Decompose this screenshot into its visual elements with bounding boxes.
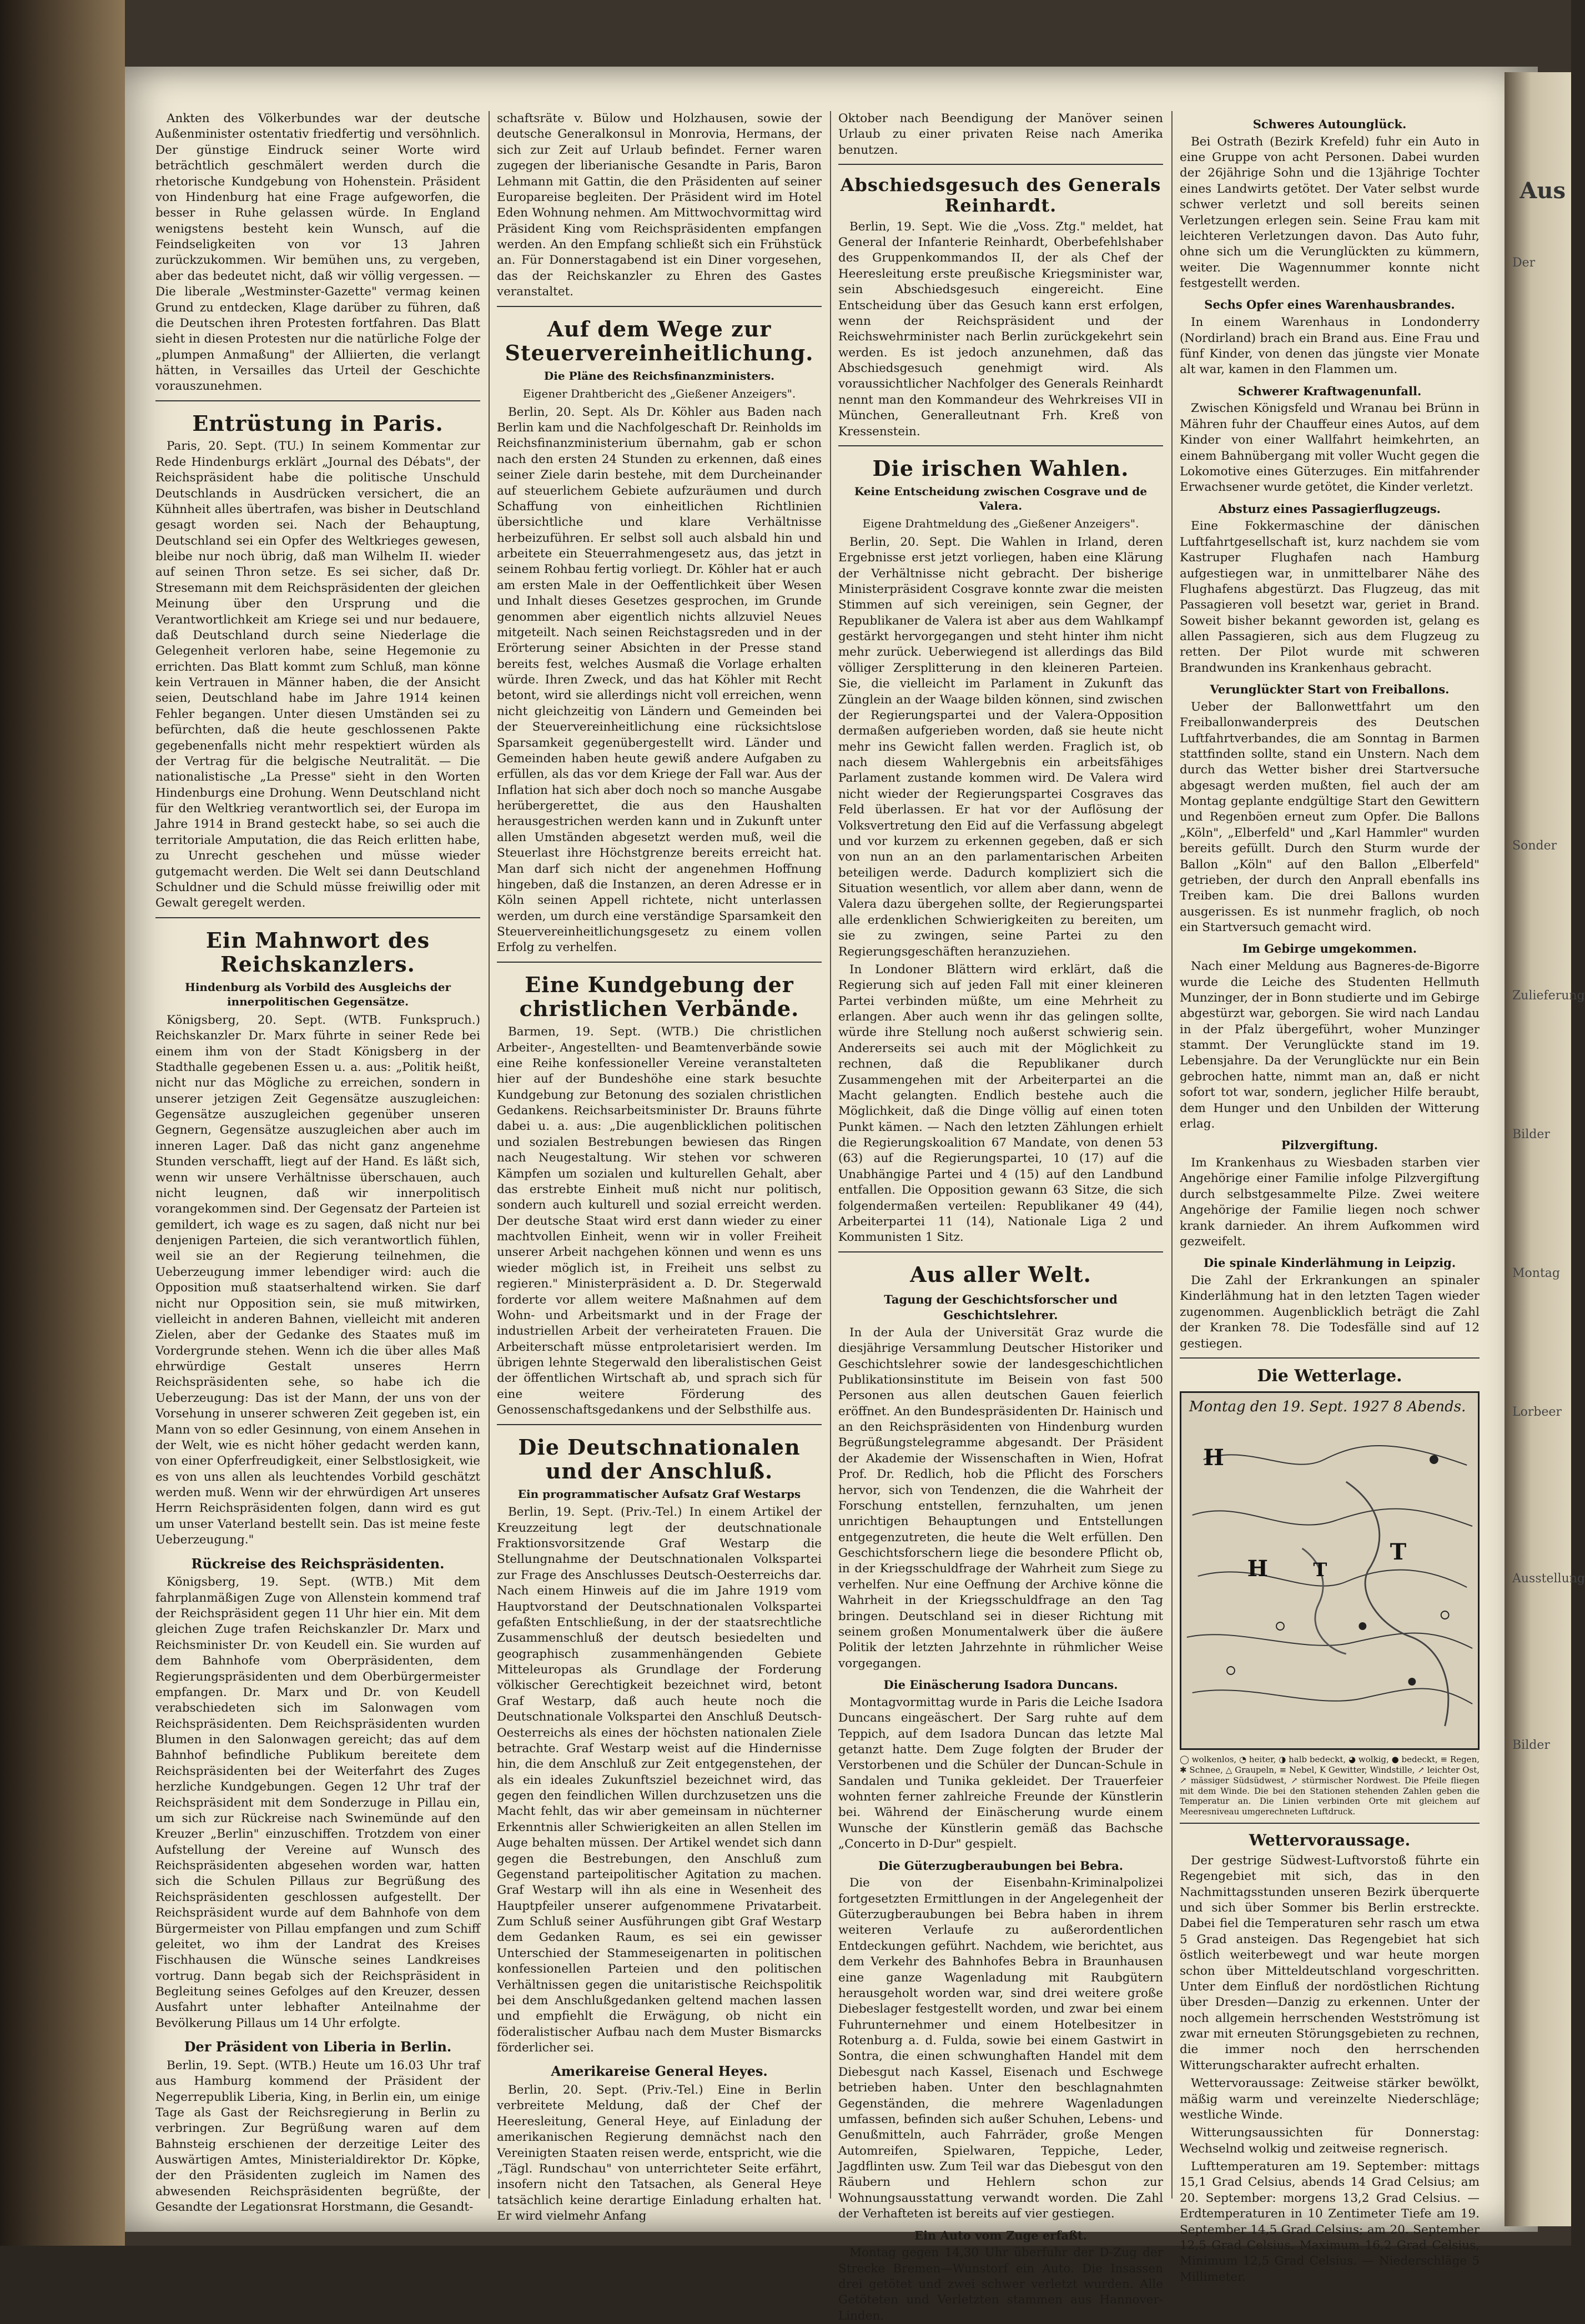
- subheadline-irish: Keine Entscheidung zwischen Cosgrave und de Valera.: [854, 484, 1148, 513]
- subheadline-flugzeug: Absturz eines Passagierflugzeugs.: [1219, 501, 1441, 516]
- newspaper-page: [125, 67, 1538, 2323]
- next-page-edge: [1505, 72, 1585, 2226]
- column-2: [497, 111, 822, 2224]
- subheadline-bebra: Die Güterzugberaubungen bei Bebra.: [878, 1858, 1123, 1873]
- byline-irish: Eigene Drahtmeldung des „Gießener Anzeigers".: [862, 517, 1139, 531]
- headline-wetterlage: Die Wetterlage.: [1257, 1366, 1402, 1386]
- subheadline-freiballons: Verunglückter Start von Freiballons.: [1210, 682, 1450, 697]
- divider: [497, 962, 822, 963]
- article-text: Ueber der Ballonwettfahrt um den Freiballonwanderpreis des Deutschen Luftfahrtverbandes, die am Sonntag in Barmen stattfinden sollte, stand ein Unstern. Nach dem durch das Wetter bisher drei Startversuche abgesagt werden mußten, fiel auch der am Montag geplante endgültige Start den Gewittern und Regenböen erneut zum Opfer. Die Ballons „Köln", „Elberfeld" und „Karl Hammler" wurden bereits gefüllt. Durch den Sturm wurde der Ballon „Köln" auf den Ballon „Elberfeld" getrieben, der durch den Anprall ebenfalls ins Treiben kam. Die drei Ballons wurden ausgerissen. Es ist nunmehr fraglich, ob noch ein Startversuch gemacht wird.: [1180, 700, 1480, 935]
- headline-heyes: Amerikareise General Heyes.: [551, 2063, 768, 2080]
- headline-liberia: Der Präsident von Liberia in Berlin.: [184, 2039, 452, 2055]
- article-text: In Londoner Blättern wird erklärt, daß die Regierung sich auf jeden Fall mit einer kleineren Partei verbinden müßte, um eine Mehrheit zu erlangen. Aber auch wenn ihr das gelingen sollte, würde ihre Stellung noch außerst schwierig sein. Andererseits sei auch mit der Möglichkeit zu rechnen, daß die Republikaner durch Zusammengehen mit der Arbeiterpartei an die Macht gelangten. Endlich bestehe auch die Möglichkeit, daß die Dinge völlig auf einen toten Punkt kämen. — Nach den letzten Zählungen erhielt die Regierungskoalition 67 Mandate, von denen 53 (63) auf die Regierungspartei, 10 (17) auf die Unabhängige Partei und 4 (15) auf den Landbund entfallen. Die Opposition gewann 63 Sitze, die sich folgendermaßen verteilen: Republikaner 49 (44), Arbeiterpartei 11 (14), Nationale Liga 2 und Kommunisten 1 Sitz.: [838, 962, 1163, 1245]
- article-text: Berlin, 20. Sept. (Priv.-Tel.) Eine in Berlin verbreitete Meldung, daß der Chef der Heeresleitung, General Heye, auf Einladung der amerikanischen Regierung demnächst nach den Vereinigten Staaten reisen werde, entspricht, wie die „Tägl. Rundschau" von unterrichteter Seite erfährt, insofern nicht den Tatsachen, als General Heye tatsächlich keine derartige Einladung erhalten hat. Er wird vielmehr Anfang: [497, 2083, 822, 2224]
- book-binding: [0, 0, 125, 2246]
- article-text: Nach einer Meldung aus Bagneres-de-Bigorre wurde die Leiche des Studenten Hellmuth Munzinger, der in Bonn studierte und im Gebirge abgestürzt war, geborgen. Sie wird nach Landau in der Pfalz übergeführt, woher Munzinger stammt. Der Verunglückte stand im 19. Lebensjahre. Da der Verunglückte nur ein Bein gebrochen hatte, nimmt man an, daß er nicht sofort tot war, sondern, jeglicher Hilfe beraubt, dem Hunger und den Unbilden der Witterung erlag.: [1180, 959, 1480, 1131]
- column-rule: [1171, 111, 1173, 2199]
- subheadline-steuer: Die Pläne des Reichsfinanzministers.: [544, 369, 775, 383]
- article-text: Ankten des Völkerbundes war der deutsche Außenminister ostentativ friedfertig und versöhnlich. Der günstige Eindruck seiner Worte wird beträchtlich geschmälert werden durch die rhetorische Kundgebung von Hohenstein. Präsident von Hindenburg hat eine Frage aufgeworfen, die besser in Ruhe gelassen würde. In England wenigstens besteht kein Wunsch, auf die Feindseligkeiten von vor 13 Jahren zurückzukommen. Wir bemühen uns, zu vergeben, aber das bedeutet nicht, daß wir völlig vergessen. — Die liberale „Westminster-Gazette" vermag keinen Grund zu entdecken, Klage darüber zu führen, daß die Deutschen ihren Protesten fortfahren. Das Blatt sieht in diesen Protesten nur die natürliche Folge der „plumpen Anmaßung" der Alliierten, die verlangt hätten, in Versailles das Urteil der Geschichte vorauszunehmen.: [155, 112, 480, 394]
- subheadline-deutschnationale: Ein programmatischer Aufsatz Graf Westarps: [517, 1487, 801, 1501]
- next-page-fragment: Ausstellung: [1512, 1572, 1585, 1586]
- weather-map-title: Montag den 19. Sept. 1927 8 Abends.: [1189, 1399, 1466, 1416]
- divider: [497, 306, 822, 307]
- divider: [838, 164, 1163, 165]
- next-page-fragment: Bilder: [1512, 1738, 1550, 1752]
- article-text: Die Zahl der Erkrankungen an spinaler Kinderlähmung hat in den letzten Tagen wieder zugenommen. Augenblicklich beträgt die Zahl der Kranken 78. Die Todesfälle sind auf 12 gestiegen.: [1180, 1274, 1480, 1351]
- divider: [155, 917, 480, 918]
- column-3: [838, 111, 1163, 2323]
- subheadline-duncan: Die Einäscherung Isadora Duncans.: [883, 1678, 1118, 1692]
- headline-kundgebung: Eine Kundgebung der christlichen Verbände.: [519, 972, 799, 1022]
- next-page-fragment: Sonder: [1512, 839, 1557, 853]
- article-text: Lufttemperaturen am 19. September: mittags 15,1 Grad Celsius, abends 14 Grad Celsius; am 20. September: morgens 13,2 Grad Celsius. — Erdtemperaturen in 10 Zentimeter Tiefe am 19. September 14,5 Grad Celsius; am 20. September 12,5 Grad Celsius. Maximum 16,2 Grad Celsius, Minimum 12,5 Grad Celsius. — Niederschläge 5 Millimeter.: [1180, 2160, 1480, 2284]
- article-text: Die von der Eisenbahn-Kriminalpolizei fortgesetzten Ermittlungen in der Angelegenheit der Güterzugberaubungen bei Bebra haben in ihrem weiteren Verlaufe zu außerordentlichen Entdeckungen geführt. Nachdem, wie berichtet, aus dem Verkehr des Bahnhofes Bebra in Braunhausen eine ganze Wagenladung mit Raubgütern herausgeholt worden war, sind drei weitere große Diebeslager festgestellt worden, und zwar bei einem Fuhrunternehmer und einem Hotelbesitzer in Rotenburg a. d. Fulda, sowie bei einem Gastwirt in Sontra, die einen schwunghaften Handel mit dem Diebesgut nach Kassel, Eisenach und Eschwege betrieben haben. Unter den beschlagnahmten Gegenständen, die mehrere Wagenladungen umfassen, befinden sich außer Schuhen, Lebens- und Genußmitteln, auch Fahrräder, große Mengen Automreifen, Spielwaren, Teppiche, Leder, Jagdflinten usw. Zum Teil war das Diebesgut von den Räubern und Hehlern schon zur Wohnungsausstattung verwandt worden. Die Zahl der Verhafteten ist bereits auf vier gestiegen.: [838, 1876, 1163, 2221]
- headline-aus-aller-welt: Aus aller Welt.: [910, 1261, 1091, 1287]
- headline-mahnwort: Ein Mahnwort des Reichskanzlers.: [205, 927, 430, 977]
- subheadline-kraftwagen: Schwerer Kraftwagenunfall.: [1237, 384, 1422, 398]
- article-text: Oktober nach Beendigung der Manöver seinen Urlaub zu einer privaten Reise nach Amerika benutzen.: [838, 112, 1163, 157]
- headline-rueckreise: Rückreise des Reichspräsidenten.: [191, 1555, 445, 1572]
- divider: [1180, 1357, 1480, 1359]
- divider: [1180, 1823, 1480, 1824]
- article-text: Zwischen Königsfeld und Wranau bei Brünn in Mähren fuhr der Chauffeur eines Autos, auf dem Kinder von einer Wallfahrt heimkehrten, an einem Bahnübergang mit voller Wucht gegen die Lokomotive eines Güterzuges. Ein mitfahrender Erwachsener wurde getötet, die Kinder verletzt.: [1180, 401, 1480, 495]
- article-text: Eine Fokkermaschine der dänischen Luftfahrtgesellschaft ist, kurz nachdem sie vom Kastruper Flughafen nach Hamburg aufgestiegen war, in unmittelbarer Nähe des Flughafens abgestürzt. Das Flugzeug, das mit Passagieren voll besetzt war, geriet in Brand. Soweit bisher bekannt geworden ist, gelang es allen Passagieren, sich aus dem Flugzeug zu retten. Der Pilot wurde mit schweren Brandwunden ins Krankenhaus gebracht.: [1180, 519, 1480, 675]
- article-text: Königsberg, 19. Sept. (WTB.) Mit dem fahrplanmäßigen Zuge von Allenstein kommend traf der Reichspräsident gegen 11 Uhr hier ein. Mit dem gleichen Zuge trafen Reichskanzler Dr. Marx und Reichsminister Dr. von Keudell ein. Sie wurden auf dem Bahnhofe vom Oberpräsidenten, dem Regierungspräsidenten und dem Oberbürgermeister empfangen. Dr. Marx und Dr. von Keudell verabschiedeten sich im Salonwagen vom Reichspräsidenten. Dem Reichspräsidenten wurden Blumen in den Salonwagen gereicht; das auf dem Bahnhof befindliche Publikum bereitete dem Reichspräsidenten bei der Weiterfahrt des Zuges herzliche Kundgebungen. Gegen 12 Uhr traf der Reichspräsident mit dem Sonderzuge in Pillau ein, um sich zur Rückreise nach Swinemünde auf den Kreuzer „Berlin" einzuschiffen. Trotzdem von einer Aufstellung der Vereine auf Wunsch des Reichspräsidenten abgesehen worden war, hatten sich die Schulen Pillaus zur Begrüßung des Reichspräsidenten geschlossen aufgestellt. Der Reichspräsident wurde auf dem Bahnhofe von dem Bürgermeister von Pillau empfangen und zum Schiff geleitet, wo ihm der Landrat des Kreises Fischhausen die Wünsche seines Landkreises vortrug. Dann begab sich der Reichspräsident in Begleitung seines Gefolges auf den Kreuzer, dessen Ausfahrt unter lebhafter Anteilnahme der Bevölkerung Pillaus um 14 Uhr erfolgte.: [155, 1575, 480, 2030]
- subheadline-auto-zug: Ein Auto vom Zuge erfaßt.: [914, 2228, 1087, 2242]
- high-pressure-marker: H: [1203, 1445, 1224, 1471]
- article-text: In einem Warenhaus in Londonderry (Nordirland) brach ein Brand aus. Eine Frau und fünf Kinder, von denen das jüngste vier Monate alt war, kamen in den Flammen um.: [1180, 315, 1480, 377]
- column-rule: [830, 111, 831, 2199]
- subheadline-tagung: Tagung der Geschichtsforscher und Geschichtslehrer.: [884, 1292, 1118, 1322]
- next-page-heading: Aus: [1519, 178, 1566, 204]
- subheadline-kinderlaehmung: Die spinale Kinderlähmung in Leipzig.: [1203, 1256, 1456, 1270]
- next-page-fragment: Der: [1512, 256, 1536, 270]
- weather-map-legend: ◯ wolkenlos, ◔ heiter, ◑ halb bedeckt, ◕ wolkig, ● bedeckt, ≡ Regen, ✱ Schnee, △ Graupeln, ≡ Nebel, K Gewitter, Windstille, ↗ leichter Ost, ↗ mässiger Südsüdwest, ↗ stürmischer Nordwest. Die Pfeile fliegen mit dem Winde. Die bei den Stationen stehenden Zahlen geben die Temperatur an. Die Linien verbinden Orte mit gleichem auf Meeresniveau umgerechneten Luftdruck.: [1180, 1754, 1480, 1817]
- article-text: Königsberg, 20. Sept. (WTB. Funkspruch.) Reichskanzler Dr. Marx führte in seiner Rede bei einem ihm von der Stadt Königsberg in der Stadthalle gegebenen Essen u. a. aus: „Politik heißt, nicht nur das Mögliche zu erreichen, sondern in unserer jetzigen Zeit Gegensätze auszugleichen: Gegensätze auszugleichen gegenüber unseren Gegnern, Gegensätze auszugleichen aber auch im inneren Lager. Daß das nicht ganz angenehme Stunden verschafft, liegt auf der Hand. Es läßt sich, wenn wir unsere Verhältnisse überschauen, auch nicht leugnen, daß wir innerpolitisch vorangekommen sind. Der Gegensatz der Parteien ist gemildert, ich wage es zu sagen, daß nicht nur bei denjenigen Parteien, die sich verantwortlich fühlen, weil sie an der Regierung teilnehmen, die Ueberzeugung immer lebendiger wird: auch die Opposition muß staatserhaltend wirken. Sie darf nicht nur Opposition sein, sie muß mitwirken, vielleicht in anderen Bahnen, vielleicht mit anderen Zielen, aber der Gedanke des Staates muß im Vordergrunde stehen. Wenn ich die über alles Maß ehrwürdige Gestalt unseres Herrn Reichspräsidenten sehe, so habe ich die Ueberzeugung: Das ist der Mann, der uns von der Vorsehung in unserer schweren Zeit gegeben ist, ein Mann von so edler Gesinnung, von einem Ansehen in der Welt, wie es nicht höher gedacht werden kann, von einer Opferfreudigkeit, einer Selbstlosigkeit, wie es von uns allen als leuchtendes Vorbild geschätzt werden muß. Wenn wir der ehrwürdigen Art unseres Herrn Reichspräsidenten folgen, dann wird es gut um unser Vaterland bestellt sein. Das ist meine feste Ueberzeugung.": [155, 1013, 480, 1547]
- article-text: Der gestrige Südwest-Luftvorstoß führte ein Regengebiet mit sich, das in den Nachmittagsstunden unseren Bezirk überquerte und sich über Sommer bis Berlin erstreckte. Dabei fiel die Temperaturen sehr rasch um etwa 5 Grad ansteigen. Das Regengebiet hat sich östlich weiterbewegt und war heute morgen schon über Mitteldeutschland vorgeschritten. Unter dem Einfluß der nordöstlichen Richtung über Dresden—Danzig zu erkennen. Unter der noch allgemein herrschenden Westströmung ist zwar mit erneuten Störungsgebieten zu rechnen, die immer noch den herrschenden Witterungscharakter aufrecht erhalten.: [1180, 1853, 1480, 2073]
- article-text: Bei Ostrath (Bezirk Krefeld) fuhr ein Auto in eine Gruppe von acht Personen. Dabei wurden der 26jährige Sohn und die 13jährige Tochter eines Landwirts getötet. Der Vater selbst wurde schwer verletzt und soll bereits seinen Verletzungen erlegen sein. Seine Frau kam mit leichteren Verletzungen davon. Das Auto fuhr, ohne sich um die Verunglückten zu kümmern, weiter. Die Wagennummer konnte nicht festgestellt werden.: [1180, 134, 1480, 291]
- subheadline-mahnwort: Hindenburg als Vorbild des Ausgleichs der innerpolitischen Gegensätze.: [184, 980, 451, 1009]
- article-text: Wettervoraussage: Zeitweise stärker bewölkt, mäßig warm und vereinzelte Niederschläge; westliche Winde.: [1180, 2076, 1480, 2122]
- divider: [497, 1424, 822, 1425]
- headline-paris: Entrüstung in Paris.: [192, 410, 444, 436]
- next-page-fragment: Montag: [1512, 1266, 1560, 1280]
- article-text: Witterungsaussichten für Donnerstag: Wechselnd wolkig und zeitweise regnerisch.: [1180, 2126, 1480, 2156]
- high-pressure-marker: H: [1247, 1556, 1269, 1582]
- article-text: Berlin, 20. Sept. Als Dr. Köhler aus Baden nach Berlin kam und die Nachfolgeschaft Dr. Reinholds im Reichsfinanzministerium übernahm, gab er schon nach den ersten 24 Stunden zu erkennen, daß eines seiner Ziele darin bestehe, mit dem Durcheinander auf steuerlichem Gebiete aufzuräumen und durch Schaffung von einheitlichen Richtlinien übersichtliche und klare Verhältnisse herbeizuführen. Er selbst soll auch alsbald hin und arbeitete ein Steuerrahmengesetz aus, das jetzt in seinem Rohbau fertig vorliegt. Dr. Köhler hat er auch am ersten Male in der Oeffentlichkeit über Wesen und Inhalt dieses Gesetzes gesprochen, im Grunde genommen aber eigentlich nichts allzuviel Neues mitgeteilt. Nach seinen Reichstagsreden und in der Erörterung seiner Absichten in der Presse stand bereits fest, welches Ausmaß die Vorlage erhalten würde. Ihren Zweck, und das hat Köhler mit Recht betont, wird sie allerdings nicht voll erreichen, wenn nicht gleichzeitig von Ländern und Gemeinden bei der Steuervereinheitlichung eine rücksichtslose Sparsamkeit gegenübergestellt wird. Länder und Gemeinden haben heute gewiß andere Aufgaben zu erfüllen, als das vor dem Kriege der Fall war. Aus der Inflation hat sich aber doch noch so manche Ausgabe herübergerettet, die aus den Haushalten herausgestrichen werden kann und in Zukunft unter allen Umständen abgesetzt werden muß, weil die Steuerlast ihre Höchstgrenze bereits erreicht hat. Man darf sich nicht der angenehmen Hoffnung hingeben, daß die Instanzen, an deren Adresse er in Köln seinen Appell richtete, nicht unterlassen werden, um durch eine verständige Sparsamkeit den Steuervereinheitlichungsgesetz zu einem vollen Erfolg zu verhelfen.: [497, 405, 822, 955]
- article-text: Im Krankenhaus zu Wiesbaden starben vier Angehörige einer Familie infolge Pilzvergiftung durch selbstgesammelte Pilze. Zwei weitere Angehörige der Familie liegen noch schwer krank darnieder. An ihrem Aufkommen wird gezweifelt.: [1180, 1156, 1480, 1249]
- headline-wettervoraussage: Wettervoraussage.: [1249, 1830, 1411, 1849]
- article-text: Berlin, 20. Sept. Die Wahlen in Irland, deren Ergebnisse erst jetzt vorliegen, haben eine Klärung der Verhältnisse nicht gebracht. Der bisherige Ministerpräsident Cosgrave konnte zwar die meisten Stimmen auf sich vereinigen, sein Gegner, der Republikaner de Valera ist aber aus dem Wahlkampf gestärkt hervorgegangen und steht hinter ihm nicht mehr zurück. Ueberwiegend ist allerdings das Bild völliger Zersplitterung in den kleineren Parteien. Sie, die vielleicht im Parlament in Zukunft das Zünglein an der Waage bilden können, sind zwischen der Regierungspartei und der Valera-Opposition dermaßen aufgerieben worden, daß sie heute nicht mehr ins Gewicht fallen werden. Fraglich ist, ob nach diesem Wahlergebnis ein arbeitsfähiges Parlament zustande kommen wird. De Valera wird nicht wieder der Regierungspartei Cosgraves das Feld überlassen. Er hat vor der Auflösung der Volksvertretung den Eid auf die Verfassung abgelegt und vor kurzem zu erkennen gegeben, daß er sich von nun an an den parlamentarischen Arbeiten beteiligen werde. Dadurch kompliziert sich die Situation wesentlich, vor allem aber dann, wenn de Valera dazu übergehen sollte, der Regierungspartei alle erdenklichen Schwierigkeiten zu bereiten, um sie zu zwingen, seine Partei zu den Regierungsgeschäften heranzuziehen.: [838, 535, 1163, 959]
- column-rule: [489, 111, 490, 2199]
- weather-map: [1180, 1391, 1480, 1750]
- article-text: Montagvormittag wurde in Paris die Leiche Isadora Duncans eingeäschert. Der Sarg ruhte auf dem Teppich, auf dem Isadora Duncan das letzte Mal getanzt hatte. Dem Zuge folgten der Bruder der Verstorbenen und die Schüler der Duncan-Schule in Sandalen und Tunika gekleidet. Der Trauerfeier wohnten ferner zahlreiche Freunde der Künstlerin bei. Während der Einäscherung wurde einem Wunsche der Künstlerin gemäß das Bachsche „Concerto in D-Dur" gespielt.: [838, 1695, 1163, 1852]
- article-text: Montag gegen 14,30 Uhr überfuhr der D-Zug der Strecke Bremen—Wunstorf ein Auto. Die Insassen drei getötet und zwei schwer verletzt wurden. Alle Getöteten und Verletzten stammen aus Hannover-Linden.: [838, 2246, 1163, 2323]
- headline-irish: Die irischen Wahlen.: [872, 455, 1129, 481]
- column-4: [1180, 111, 1480, 2284]
- headline-deutschnationale: Die Deutschnationalen und der Anschluß.: [518, 1434, 801, 1484]
- subheadline-gebirge: Im Gebirge umgekommen.: [1242, 942, 1417, 956]
- subheadline-autounglueck: Schweres Autounglück.: [1252, 117, 1407, 131]
- byline-steuer: Eigener Drahtbericht des „Gießener Anzeigers".: [522, 387, 796, 401]
- column-1: [155, 111, 480, 2215]
- low-pressure-marker: T: [1313, 1558, 1327, 1581]
- headline-reinhardt: Abschiedsgesuch des Generals Reinhardt.: [840, 174, 1161, 216]
- article-text: In der Aula der Universität Graz wurde die diesjährige Versammlung Deutscher Historiker und Geschichtslehrer sowie der landesgeschichtlichen Publikationsinstitute im Beisein von fast 500 Personen aus allen deutschen Gauen feierlich eröffnet. An den Bundespräsidenten Dr. Hainisch und an den Reichspräsidenten von Hindenburg wurden Begrüßungstelegramme abgesandt. Der Präsident der Akademie der Wissenschaften in Wien, Hofrat Prof. Dr. Redlich, hob die Pflicht des Forschers hervor, sich von Tendenzen, die die Wahrheit der Forschung entstellen, fernzuhalten, um jenen unrichtigen Behauptungen und Entstellungen entgegenzutreten, die heute die Welt erfüllen. Den Geschichtsforschern liege die besondere Pflicht ob, in der Kriegsschuldfrage der Wahrheit zum Siege zu verhelfen. Nur eine Oeffnung der Archive könne die Wahrheit in der Kriegsschuldfrage an den Tag bringen. Deutschland sei in dieser Richtung mit seinem großen Monumentalwerk über die äußere Politik der letzten Jahrzehnte in rühmlicher Weise vorgegangen.: [838, 1325, 1163, 1671]
- article-text: Berlin, 19. Sept. Wie die „Voss. Ztg." meldet, hat General der Infanterie Reinhardt, Oberbefehlshaber des Gruppenkommandos II, der als Chef der Heeresleitung erste preußische Kriegsminister war, sein Abschiedsgesuch eingereicht. Eine Entscheidung über das Gesuch kann erst erfolgen, wenn der Reichspräsident und der Reichswehrminister nach Berlin zurückgekehrt sein werden. Es ist jedoch anzunehmen, daß das Abschiedsgesuch genehmigt wird. Als voraussichtlicher Nachfolger des Generals Reinhardt nennt man den Kommandeur des Wehrkreises VII in München, Generalleutnant Frh. Kreß von Kressenstein.: [838, 219, 1163, 439]
- headline-steuer: Auf dem Wege zur Steuervereinheitlichung.: [505, 316, 814, 366]
- next-page-fragment: Zulieferung: [1512, 989, 1585, 1003]
- article-text: Berlin, 19. Sept. (Priv.-Tel.) In einem Artikel der Kreuzzeitung legt der deutschnationale Fraktionsvorsitzende Graf Westarp die Stellungnahme der Deutschnationalen Volkspartei zur Frage des Anschlusses Deutsch-Oesterreichs dar. Nach einem Hinweis auf die im Jahre 1919 vom Hauptvorstand der Deutschnationalen Volkspartei gefaßten Entschließung, in der der staatsrechtliche Zusammenschluß der deutsch besiedelten und geographisch zusammenhängenden Gebiete Mitteleuropas als Grundlage der Forderung völkischer Gerechtigkeit bezeichnet wird, betont Graf Westarp, daß auch heute noch die Deutschnationale Volkspartei den Anschluß Deutsch-Oesterreichs als eines der höchsten nationalen Ziele betrachte. Graf Westarp weist auf die Hindernisse hin, die dem Anschluß zur Zeit entgegenstehen, der als ein ideales Zukunftsziel bezeichnet wird, das gegen den feindlichen Willen durchzusetzen uns die Macht fehlt, das wir aber gemeinsam in nüchterner Erkenntnis aller Schwierigkeiten an allen Stellen im Auge behalten müssen. Der Artikel wendet sich dann gegen die Bestrebungen, den Anschluß zum Gegenstand parteipolitischer Agitation zu machen. Graf Westarp will ihn als eine in Wesenheit des Hauptpfeiler unserer aufgenommene Privatarbeit. Zum Schluß seiner Ausführungen gibt Graf Westarp dem Gedanken Raum, es sei ein gewisser Unterschied der Stammeseigenarten in politischen konfessionellen Parteien und den politischen Verhältnissen gegen die unitaristische Reichspolitik bei dem Anschlußgedanken geltend machen lassen und empfiehlt die Erwägung, ob nicht ein föderalistischer Aufbau nach dem Muster Bismarcks förderlicher sei.: [497, 1505, 822, 2055]
- divider: [155, 400, 480, 401]
- divider: [838, 445, 1163, 446]
- next-page-fragment: Lorbeer: [1512, 1405, 1562, 1419]
- article-text: Berlin, 19. Sept. (WTB.) Heute um 16.03 Uhr traf aus Hamburg kommend der Präsident der Negerrepublik Liberia, King, in Berlin ein, um einige Tage als Gast der Reichsregierung in Berlin zu verbringen. Zur Begrüßung waren auf dem Bahnsteig erschienen der derzeitige Leiter des Auswärtigen Amtes, Ministerialdirektor Dr. Köpke, der den Präsidenten zugleich im Namen des abwesenden Reichspräsidenten begrüßte, der Gesandte der Legationsrat Horstmann, die Gesandt-: [155, 2058, 480, 2215]
- subheadline-brand: Sechs Opfer eines Warenhausbrandes.: [1204, 298, 1455, 312]
- subheadline-pilz: Pilzvergiftung.: [1281, 1138, 1378, 1153]
- weather-map-drawing: [1181, 1393, 1478, 1748]
- next-page-fragment: Bilder: [1512, 1128, 1550, 1141]
- article-text: Paris, 20. Sept. (TU.) In seinem Kommentar zur Rede Hindenburgs erklärt „Journal des Débats", der Reichspräsident habe die politische Unschuld Deutschlands in Ausdrücken versichert, die an Kühnheit alles übertrafen, was bisher in Deutschland gesagt worden sei. Nach der Behauptung, Deutschland sei ein Opfer des Weltkrieges gewesen, bleibe nur noch übrig, daß man Wilhelm II. wieder auf seinen Thron setze. Es sei sicher, daß Dr. Stresemann mit dem Reichspräsidenten der gleichen Meinung über den Ursprung und die Verantwortlichkeit am Kriege sei und nur bedauere, daß Deutschland durch seine Niederlage die Gelegenheit verloren habe, seine Hegemonie zu errichten. Das Blatt kommt zum Schluß, man könne kein Vertrauen in Männer haben, die der Ansicht seien, Deutschland habe im Jahre 1914 keinen Fehler begangen. Unter diesen Umständen sei zu befürchten, daß die heute geschlossenen Pakte gegebenenfalls nicht mehr respektiert würden als der Vertrag für die belgische Neutralität. — Die nationalistische „La Presse" sieht in den Worten Hindenburgs eine Drohung. Wenn Deutschland nicht für den Weltkrieg verantwortlich sei, der Europa im Jahre 1914 in Brand gesteckt habe, so sei auch die territoriale Amputation, die das Reich erlitten habe, zu Unrecht geschehen und müsse wieder gutgemacht werden. Die Welt sei dann Deutschland Schuldner und die Schuld müsse freiwillig oder mit Gewalt geregelt werden.: [155, 439, 480, 911]
- low-pressure-marker: T: [1390, 1540, 1407, 1566]
- divider: [838, 1251, 1163, 1252]
- article-text: Barmen, 19. Sept. (WTB.) Die christlichen Arbeiter-, Angestellten- und Beamtenverbände sowie eine Reihe konfessioneller Vereine veranstalteten hier auf der Bundeshöhe eine stark besuchte Kundgebung zur Betonung des sozialen christlichen Gedankens. Reichsarbeitsminister Dr. Brauns führte dabei u. a. aus: „Die augenblicklichen politischen und sozialen Bestrebungen bewiesen das Ringen nach Neugestaltung. Wir stehen vor schweren Kämpfen um sozialen und kulturellen Gehalt, aber das erstrebte Einheit muß nicht nur politisch, sondern auch kulturell und sozial erreicht werden. Der deutsche Staat wird erst dann wieder zu einer machtvollen Einheit, wenn wir in voller Freiheit unserer Arbeit nachgehen können und wenn es uns wieder möglich ist, in Freiheit uns selbst zu regieren." Ministerpräsident a. D. Dr. Stegerwald forderte vor allem weitere Maßnahmen auf dem Wohn- und Arbeitsmarkt und in der Frage der industriellen Arbeit der verheirateten Frauen. Die Arbeiterschaft müsse entproletarisiert werden. Im übrigen lehnte Stegerwald den liberalistischen Geist der öffentlichen Wirtschaft ab, und sprach sich für eine weitere Förderung des Genossenschaftsgedankens und der Selbsthilfe aus.: [497, 1025, 822, 1417]
- article-text: schaftsräte v. Bülow und Holzhausen, sowie der deutsche Generalkonsul in Monrovia, Hermans, der sich zur Zeit auf Urlaub befindet. Ferner waren zugegen der liberianische Gesandte in Paris, Baron Lehmann mit Gattin, die den Präsidenten auf seiner Europareise begleiten. Der Präsident wird im Hotel Eden Wohnung nehmen. Am Mittwochvormittag wird Präsident King vom Reichspräsidenten empfangen werden. An den Empfang schließt sich ein Frühstück an. Für Donnerstagabend ist ein Diner vorgesehen, das der Reichskanzler zu Ehren des Gastes veranstaltet.: [497, 112, 822, 299]
